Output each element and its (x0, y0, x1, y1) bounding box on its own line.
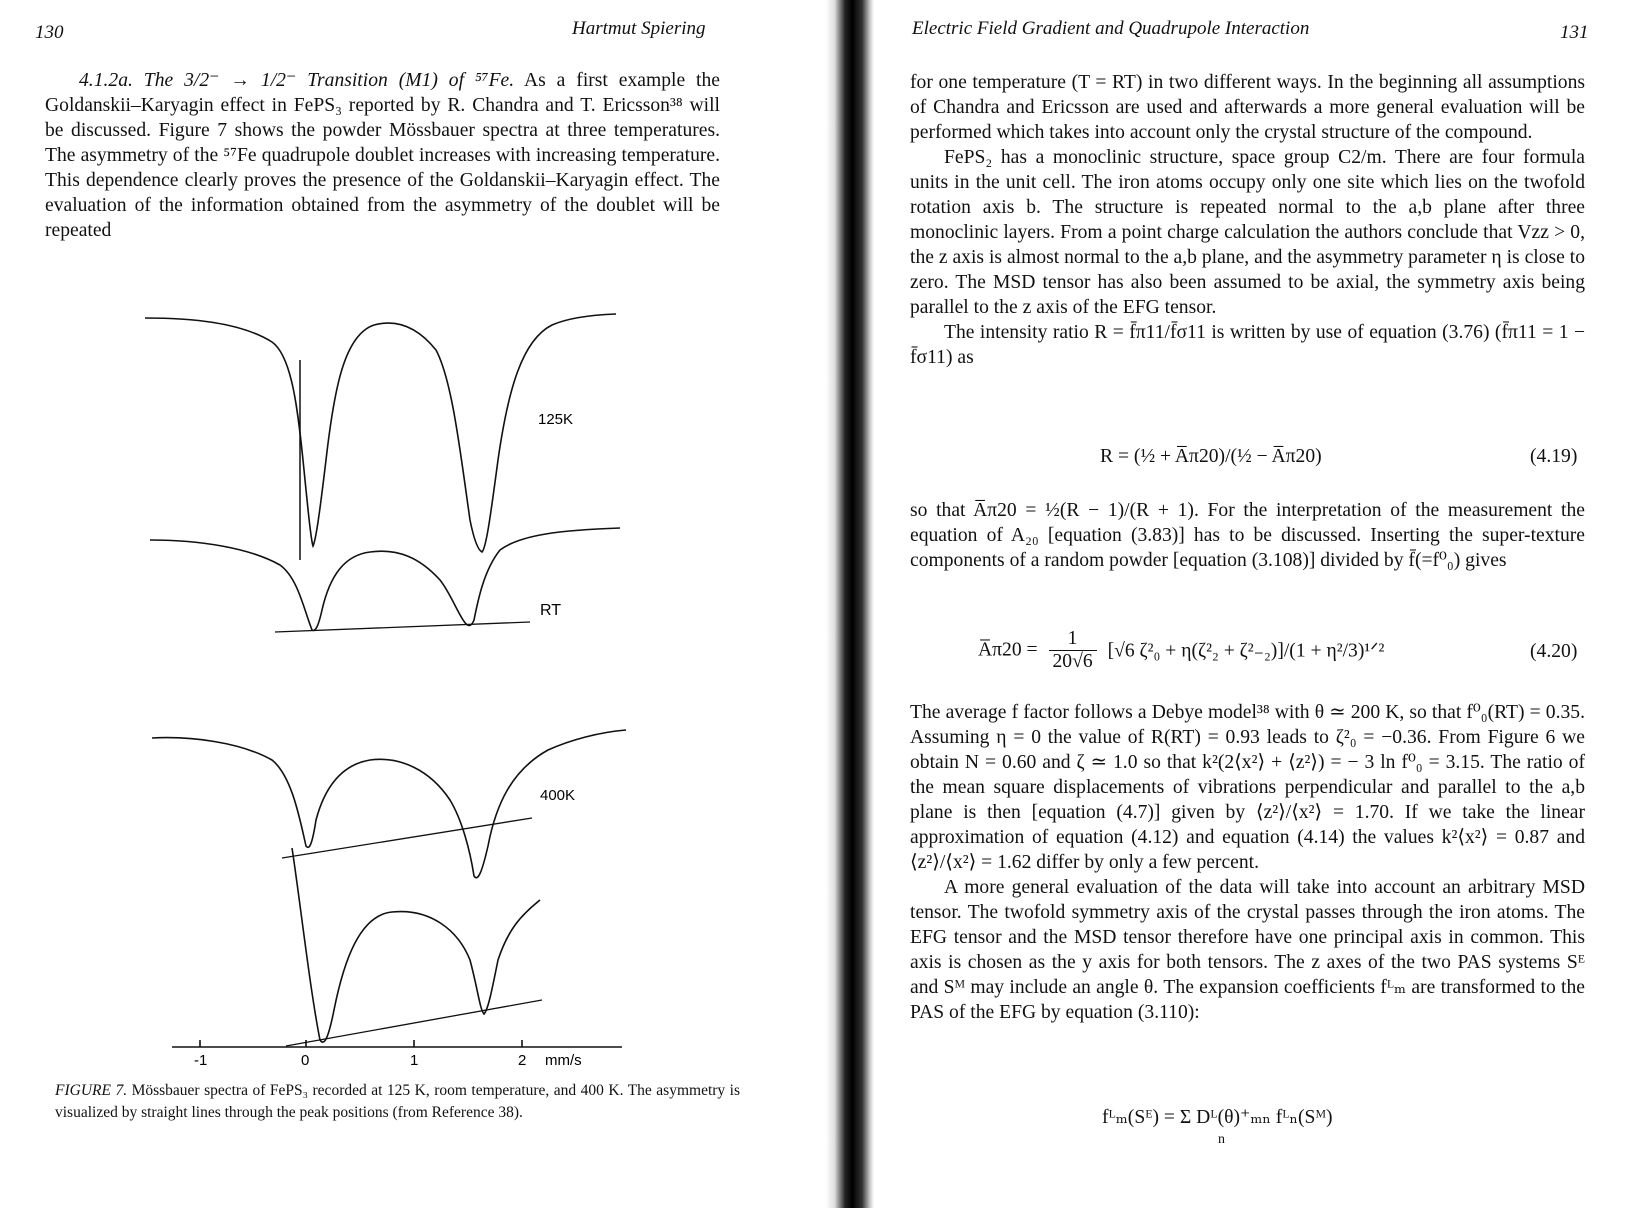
right-text-block-1 (910, 70, 1585, 370)
equation-4-20-denominator: 20√6 (1052, 651, 1093, 672)
equation-transform-sum-index: n (1218, 1132, 1225, 1147)
paragraph-5: The average f factor follows a Debye model³⁸ with θ ≃ 200 K, so that f⁰₀(RT) = 0.35. Assuming η = 0 the value of R(RT) = 0.93 leads to ζ²₀ = −0.36. From Figure 6 we obtain N = 0.60 and ζ ≃ 1.0 so that k²(2⟨x²⟩ + ⟨z²⟩) = − 3 ln f⁰₀ = 3.15. The ratio of the mean square displacements of vibrations perpendicular and parallel to the a,b plane is then [equation (4.7)] given by ⟨z²⟩/⟨x²⟩ = 1.70. If we take the linear approximation of equation (4.12) and equation (4.14) the values k²⟨x²⟩ = 0.87 and ⟨z²⟩/⟨x²⟩ = 1.62 differ by only a few percent. (910, 702, 1585, 873)
spectrum-rt-asymmetry-line (275, 622, 530, 632)
equation-transform: fᴸₘ(Sᴱ) = Σ Dᴸ(θ)⁺ₘₙ fᴸₙ(Sᴹ) (1102, 1107, 1333, 1128)
equation-4-20-lhs: A̅π20 = (978, 639, 1038, 661)
label-125k: 125K (538, 411, 574, 428)
paragraph-1: for one temperature (T = RT) in two different ways. In the beginning all assumptions of Chandra and Ericsson are used and afterwards a more general evaluation will be performed which takes into account only the crystal structure of the compound. (910, 72, 1585, 143)
right-text-block-2 (910, 700, 1585, 1025)
section-heading: 4.1.2a. The 3/2⁻ → 1/2⁻ Transition (M1) of ⁵⁷Fe. (79, 70, 515, 91)
caption-text: Mössbauer spectra of FePS₃ recorded at 125 K, room temperature, and 400 K. The asymmetry is visualized by straight lines through the peak positions (from Reference 38). (55, 1082, 741, 1121)
right-running-head: Electric Field Gradient and Quadrupole Interaction (912, 18, 1310, 39)
axis-tick-label-2: 2 (518, 1052, 527, 1069)
label-rt: RT (540, 602, 562, 619)
spectrum-400k-asymmetry-line (282, 818, 532, 858)
right-page (870, 0, 1626, 1208)
label-400k: 400K (540, 787, 576, 804)
paragraph-4: so that A̅π20 = ½(R − 1)/(R + 1). For the interpretation of the measurement the equation of A₂₀ [equation (3.83)] has to be discussed. Inserting the super-texture components of a random powder [equation (3.108)] divided by f̄(=f⁰₀) gives (910, 500, 1585, 571)
intro-text: As a first example the Goldanskii–Karyagin effect in FePS₃ reported by R. Chandra and T. Ericsson³⁸ will be discussed. Figure 7 shows the powder Mössbauer spectra at three temperatures. The asymmetry of the ⁵⁷Fe quadrupole doublet increases with increasing temperature. This dependence clearly proves the presence of the Goldanskii–Karyagin effect. The evaluation of the information obtained from the asymmetry of the doublet will be repeated (45, 70, 720, 241)
equation-4-19-number: (4.19) (1530, 446, 1578, 467)
paragraph-2: FePS₂ has a monoclinic structure, space group C2/m. There are four formula units in the unit cell. The iron atoms occupy only one site which lies on the twofold rotation axis b. The structure is repeated normal to the a,b plane after three monoclinic layers. From a point charge calculation the authors conclude that Vzz > 0, the z axis is almost normal to the a,b plane, and the asymmetry parameter η is close to zero. The MSD tensor has also been assumed to be axial, the symmetry axis being parallel to the z axis of the EFG tensor. (910, 147, 1585, 318)
paragraph-3: The intensity ratio R = f̄π11/f̄σ11 is written by use of equation (3.76) (f̄π11 = 1 − f̄σ11) as (910, 322, 1585, 368)
axis-unit: mm/s (545, 1052, 582, 1069)
right-page-number: 131 (1560, 22, 1589, 43)
equation-4-20-numerator: 1 (1049, 628, 1097, 651)
axis-tick-label-1: 1 (410, 1052, 419, 1069)
spectrum-lowest-asymmetry-line (286, 1000, 542, 1046)
book-gutter (826, 0, 874, 1208)
equation-4-20-rhs: [√6 ζ²₀ + η(ζ²₂ + ζ²₋₂)]/(1 + η²/3)¹ᐟ² (1107, 640, 1385, 662)
left-page-number: 130 (35, 22, 64, 43)
axis-tick-label-minus1: -1 (194, 1052, 208, 1069)
spectrum-125k (145, 314, 616, 552)
mossbauer-figure (0, 0, 830, 1075)
left-running-head: Hartmut Spiering (572, 18, 706, 39)
paragraph-6: A more general evaluation of the data will take into account an arbitrary MSD tensor. The twofold symmetry axis of the crystal passes through the iron atoms. The EFG tensor and the MSD tensor therefore have one principal axis in common. This axis is chosen as the y axis for both tensors. The z axes of the two PAS systems Sᴱ and Sᴹ may include an angle θ. The expansion coefficients fᴸₘ are transformed to the PAS of the EFG by equation (3.110): (910, 877, 1585, 1023)
equation-4-20-fraction (1049, 628, 1097, 673)
equation-4-20 (978, 628, 1384, 673)
equation-4-19: R = (½ + A̅π20)/(½ − A̅π20) (1100, 446, 1322, 467)
figure-caption (55, 1080, 740, 1124)
spectrum-lowest (292, 848, 540, 1042)
equation-4-20-number: (4.20) (1530, 641, 1578, 662)
caption-label: FIGURE 7. (55, 1082, 128, 1099)
axis-tick-label-0: 0 (301, 1052, 310, 1069)
